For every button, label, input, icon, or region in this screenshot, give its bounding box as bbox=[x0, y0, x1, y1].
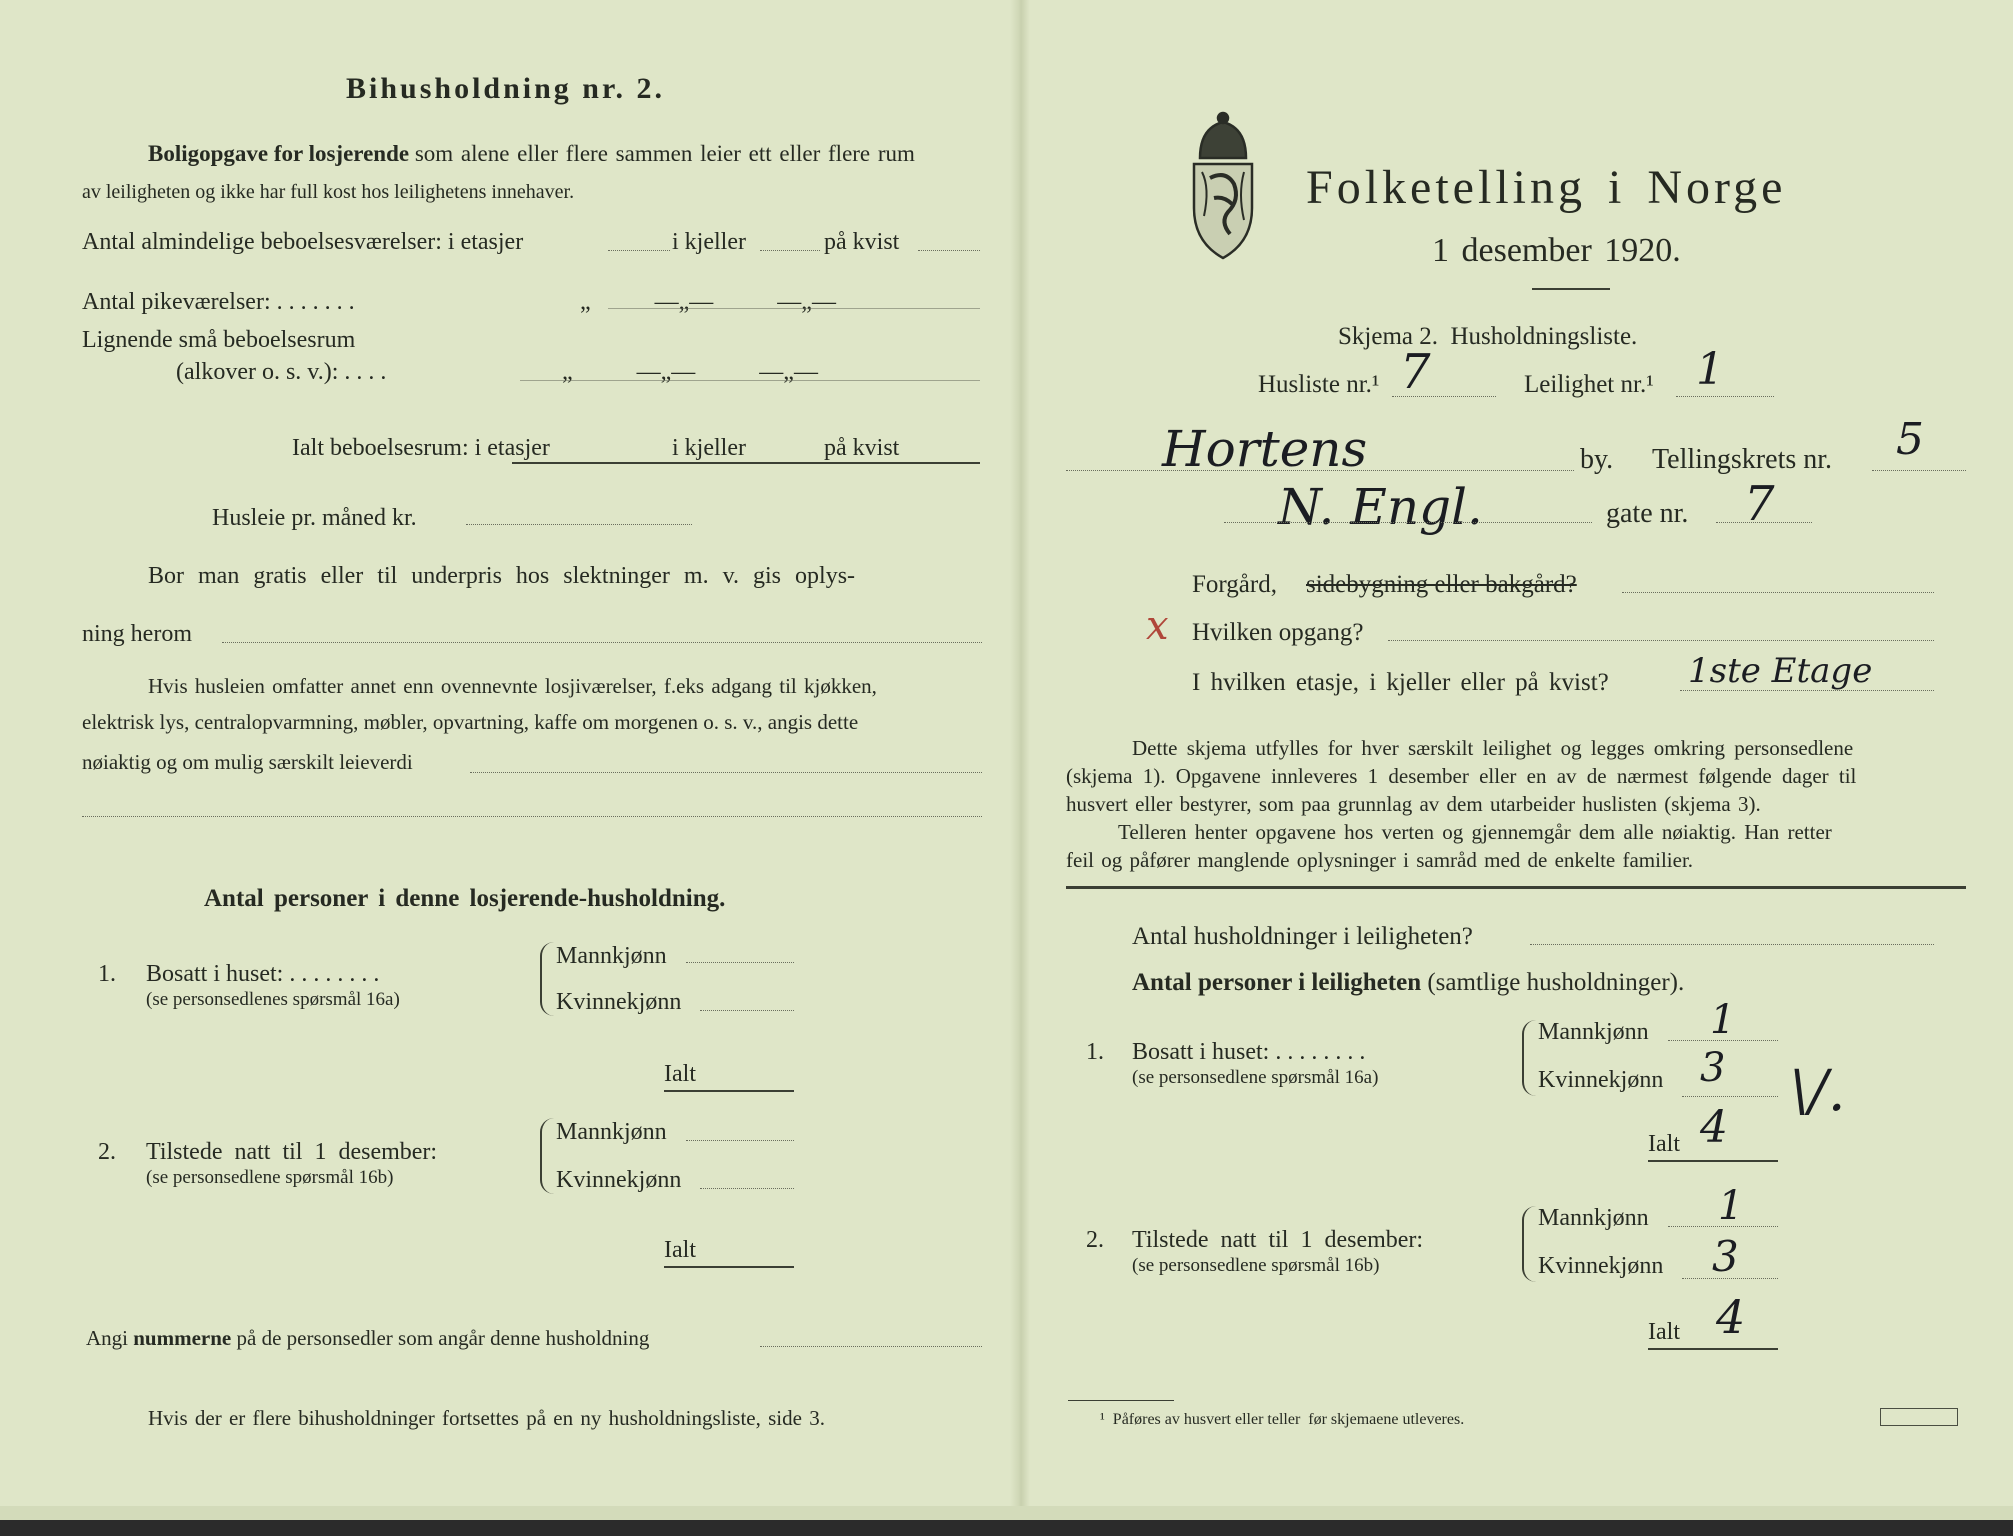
left-q1-mann-line[interactable] bbox=[686, 962, 794, 963]
right-footnote: ¹ Påføres av husvert eller teller før skjemaene utleveres. bbox=[1100, 1411, 1465, 1428]
by-value: Hortens bbox=[1162, 420, 1368, 478]
right-q1-ialt-value: 4 bbox=[1700, 1102, 1728, 1153]
right-persons-bold: Antal personer i leiligheten bbox=[1132, 969, 1422, 996]
gate-nr-line[interactable] bbox=[1716, 522, 1812, 523]
by-label: by. bbox=[1580, 444, 1614, 475]
right-q1-sub: (se personsedlene spørsmål 16a) bbox=[1132, 1067, 1379, 1088]
krets-value: 5 bbox=[1896, 414, 1924, 465]
right-date: 1 desember 1920. bbox=[1432, 232, 1681, 269]
left-q1-ialt: Ialt bbox=[664, 1061, 696, 1087]
right-title: Folketelling i Norge bbox=[1306, 161, 1787, 214]
left-q1-kvinne-line[interactable] bbox=[700, 1010, 794, 1011]
angi-line[interactable] bbox=[760, 1346, 982, 1347]
krets-line[interactable] bbox=[1872, 470, 1966, 471]
footnote-rule bbox=[1068, 1400, 1174, 1401]
left-q2-kvinne: Kvinnekjønn bbox=[556, 1167, 682, 1193]
hush-line[interactable] bbox=[1530, 944, 1934, 945]
alkover-marks: „ —„— —„— bbox=[562, 359, 818, 385]
gate-value: N. Engl. bbox=[1278, 478, 1483, 536]
left-title: Bihusholdning nr. 2. bbox=[346, 72, 666, 105]
info-line5: feil og påfører manglende oplysninger i samråd med de enkelte familier. bbox=[1066, 848, 1694, 872]
left-q2-num: 2. bbox=[98, 1139, 116, 1165]
alkover-label: (alkover o. s. v.): . . . . bbox=[176, 359, 387, 385]
pike-label: Antal pikeværelser: . . . . . . . bbox=[82, 289, 355, 315]
angi-pre: Angi bbox=[86, 1326, 128, 1350]
husleie-label: Husleie pr. måned kr. bbox=[212, 505, 417, 531]
rooms-kjeller-line[interactable] bbox=[760, 250, 820, 251]
leilighet-value: 1 bbox=[1696, 344, 1724, 395]
ialt-rooms-rule[interactable] bbox=[512, 462, 980, 464]
by-line[interactable] bbox=[1066, 470, 1574, 471]
left-q2-brace bbox=[540, 1118, 556, 1194]
opgang-line[interactable] bbox=[1388, 640, 1934, 641]
right-q2-mann-line[interactable] bbox=[1668, 1226, 1778, 1227]
pike-line[interactable] bbox=[608, 308, 980, 309]
intro-rest: som alene eller flere sammen leier ett eller flere rum bbox=[414, 141, 915, 166]
rooms-label: Antal almindelige beboelsesværelser: i etasjer bbox=[82, 229, 524, 255]
rooms-kvist-line[interactable] bbox=[918, 250, 980, 251]
right-q1-num: 1. bbox=[1086, 1039, 1104, 1065]
left-q1-label: Bosatt i huset: . . . . . . . . bbox=[146, 961, 380, 987]
bor-line[interactable] bbox=[222, 642, 982, 643]
left-q1-kvinne: Kvinnekjønn bbox=[556, 989, 682, 1015]
right-q2-ialt-rule[interactable] bbox=[1648, 1348, 1778, 1350]
left-q2-mann: Mannkjønn bbox=[556, 1119, 667, 1145]
husliste-label: Husliste nr.¹ bbox=[1258, 371, 1380, 398]
leilighet-line[interactable] bbox=[1676, 396, 1774, 397]
ialt-rooms-kvist: på kvist bbox=[824, 435, 900, 461]
left-q2-ialt-rule[interactable] bbox=[664, 1266, 794, 1268]
right-q1-kvinne-line[interactable] bbox=[1682, 1096, 1778, 1097]
forgard-line[interactable] bbox=[1622, 592, 1934, 593]
right-q2-kvinne: Kvinnekjønn bbox=[1538, 1253, 1664, 1279]
lignende-label: Lignende små beboelsesrum bbox=[82, 327, 356, 353]
info-line1: Dette skjema utfylles for hver særskilt leilighet og legges omkring personsedlene bbox=[1132, 736, 1854, 760]
left-q2-kvinne-line[interactable] bbox=[700, 1188, 794, 1189]
alkover-line[interactable] bbox=[520, 380, 980, 381]
right-q1-mann: Mannkjønn bbox=[1538, 1019, 1649, 1045]
hvis-line-b[interactable] bbox=[82, 816, 982, 817]
right-q1-ialt: Ialt bbox=[1648, 1131, 1680, 1157]
info-line3: husvert eller bestyrer, som paa grunnlag av dem utarbeider huslisten (skjema 3). bbox=[1066, 792, 1761, 816]
printer-stamp bbox=[1880, 1408, 1958, 1426]
opgang-x-mark: x bbox=[1146, 603, 1169, 649]
right-q2-num: 2. bbox=[1086, 1227, 1104, 1253]
intro-bold: Boligopgave for losjerende bbox=[148, 141, 410, 166]
right-q2-ialt: Ialt bbox=[1648, 1319, 1680, 1345]
right-q2-brace bbox=[1522, 1206, 1538, 1282]
right-q2-kvinne-line[interactable] bbox=[1682, 1278, 1778, 1279]
right-q1-mann-line[interactable] bbox=[1668, 1040, 1778, 1041]
skjema-label: Skjema 2. Husholdningsliste. bbox=[1338, 323, 1638, 350]
date-rule bbox=[1532, 288, 1610, 290]
gate-label: gate nr. bbox=[1606, 498, 1689, 529]
krets-label: Tellingskrets nr. bbox=[1652, 444, 1833, 475]
left-q1-brace bbox=[540, 942, 556, 1016]
forgard-struck: sidebygning eller bakgård? bbox=[1306, 571, 1577, 598]
right-q1-brace bbox=[1522, 1020, 1538, 1096]
right-q2-mann-value: 1 bbox=[1718, 1183, 1744, 1229]
paper-edge bbox=[0, 1506, 2013, 1520]
bor-line1: Bor man gratis eller til underpris hos slektninger m. v. gis oplys- bbox=[148, 563, 856, 589]
opgang-label: Hvilken opgang? bbox=[1192, 619, 1364, 646]
norway-coat-of-arms-icon bbox=[1180, 108, 1266, 264]
hvis-line2: elektrisk lys, centralopvarmning, møbler, opvartning, kaffe om morgenen o. s. v., angis dette bbox=[82, 710, 859, 734]
ialt-rooms-label: Ialt beboelsesrum: i etasjer bbox=[292, 435, 550, 461]
forgard-label: Forgård, bbox=[1192, 571, 1277, 598]
left-q1-num: 1. bbox=[98, 961, 116, 987]
hush-label: Antal husholdninger i leiligheten? bbox=[1132, 923, 1473, 950]
intro-line2: av leiligheten og ikke har full kost hos leilighetens innehaver. bbox=[82, 181, 575, 203]
husleie-line[interactable] bbox=[466, 524, 692, 525]
right-q2-ialt-value: 4 bbox=[1716, 1290, 1746, 1344]
right-persons-rest: (samtlige husholdninger). bbox=[1427, 969, 1685, 996]
gate-line[interactable] bbox=[1224, 522, 1592, 523]
left-q1-mann: Mannkjønn bbox=[556, 943, 667, 969]
info-line2: (skjema 1). Opgavene innleveres 1 desember eller en av de nærmest følgende dager til bbox=[1066, 764, 1857, 788]
hvis-line-a[interactable] bbox=[470, 772, 982, 773]
right-check-mark: \/. bbox=[1790, 1059, 1846, 1124]
left-q1-ialt-rule[interactable] bbox=[664, 1090, 794, 1092]
angi-bold: nummerne bbox=[133, 1326, 232, 1350]
bor-line2: ning herom bbox=[82, 621, 192, 647]
left-q2-mann-line[interactable] bbox=[686, 1140, 794, 1141]
etasje-line[interactable] bbox=[1680, 690, 1934, 691]
info-rule bbox=[1066, 886, 1966, 889]
gate-nr-value: 7 bbox=[1744, 476, 1775, 532]
right-q2-sub: (se personsedlene spørsmål 16b) bbox=[1132, 1255, 1380, 1276]
leilighet-label: Leilighet nr.¹ bbox=[1524, 371, 1654, 398]
right-q1-ialt-rule[interactable] bbox=[1648, 1160, 1778, 1162]
right-q1-label: Bosatt i huset: . . . . . . . . bbox=[1132, 1039, 1366, 1065]
hvis-line3: nøiaktig og om mulig særskilt leieverdi bbox=[82, 750, 413, 774]
right-q2-mann: Mannkjønn bbox=[1538, 1205, 1649, 1231]
left-q2-sub: (se personsedlene spørsmål 16b) bbox=[146, 1167, 394, 1188]
left-footer: Hvis der er flere bihusholdninger fortsettes på en ny husholdningsliste, side 3. bbox=[148, 1406, 825, 1430]
right-q1-kvinne-value: 3 bbox=[1700, 1045, 1726, 1091]
husliste-line[interactable] bbox=[1392, 396, 1496, 397]
ialt-rooms-kjeller: i kjeller bbox=[672, 435, 746, 461]
right-q1-kvinne: Kvinnekjønn bbox=[1538, 1067, 1664, 1093]
left-q2-ialt: Ialt bbox=[664, 1237, 696, 1263]
rooms-kvist: på kvist bbox=[824, 229, 900, 255]
left-persons-heading: Antal personer i denne losjerende-husholdning. bbox=[204, 885, 726, 912]
hvis-line1: Hvis husleien omfatter annet enn ovennevnte losjiværelser, f.eks adgang til kjøkken, bbox=[148, 674, 877, 698]
page-fold bbox=[1010, 0, 1030, 1520]
right-q1-mann-value: 1 bbox=[1710, 997, 1736, 1043]
pike-marks: „ —„— —„— bbox=[580, 289, 836, 315]
etasje-label: I hvilken etasje, i kjeller eller på kvist? bbox=[1192, 669, 1609, 696]
left-q1-sub: (se personsedlenes spørsmål 16a) bbox=[146, 989, 400, 1010]
right-q2-kvinne-value: 3 bbox=[1712, 1232, 1739, 1281]
right-q2-label: Tilstede natt til 1 desember: bbox=[1132, 1227, 1424, 1253]
etasje-value: 1ste Etage bbox=[1688, 651, 1873, 691]
left-q2-label: Tilstede natt til 1 desember: bbox=[146, 1139, 438, 1165]
angi-post: på de personsedler som angår denne husholdning bbox=[236, 1326, 650, 1350]
rooms-etasjer-line[interactable] bbox=[608, 250, 670, 251]
rooms-kjeller: i kjeller bbox=[672, 229, 746, 255]
info-line4: Telleren henter opgavene hos verten og gjennemgår dem alle nøiaktig. Han retter bbox=[1118, 820, 1832, 844]
husliste-value: 7 bbox=[1400, 344, 1431, 400]
